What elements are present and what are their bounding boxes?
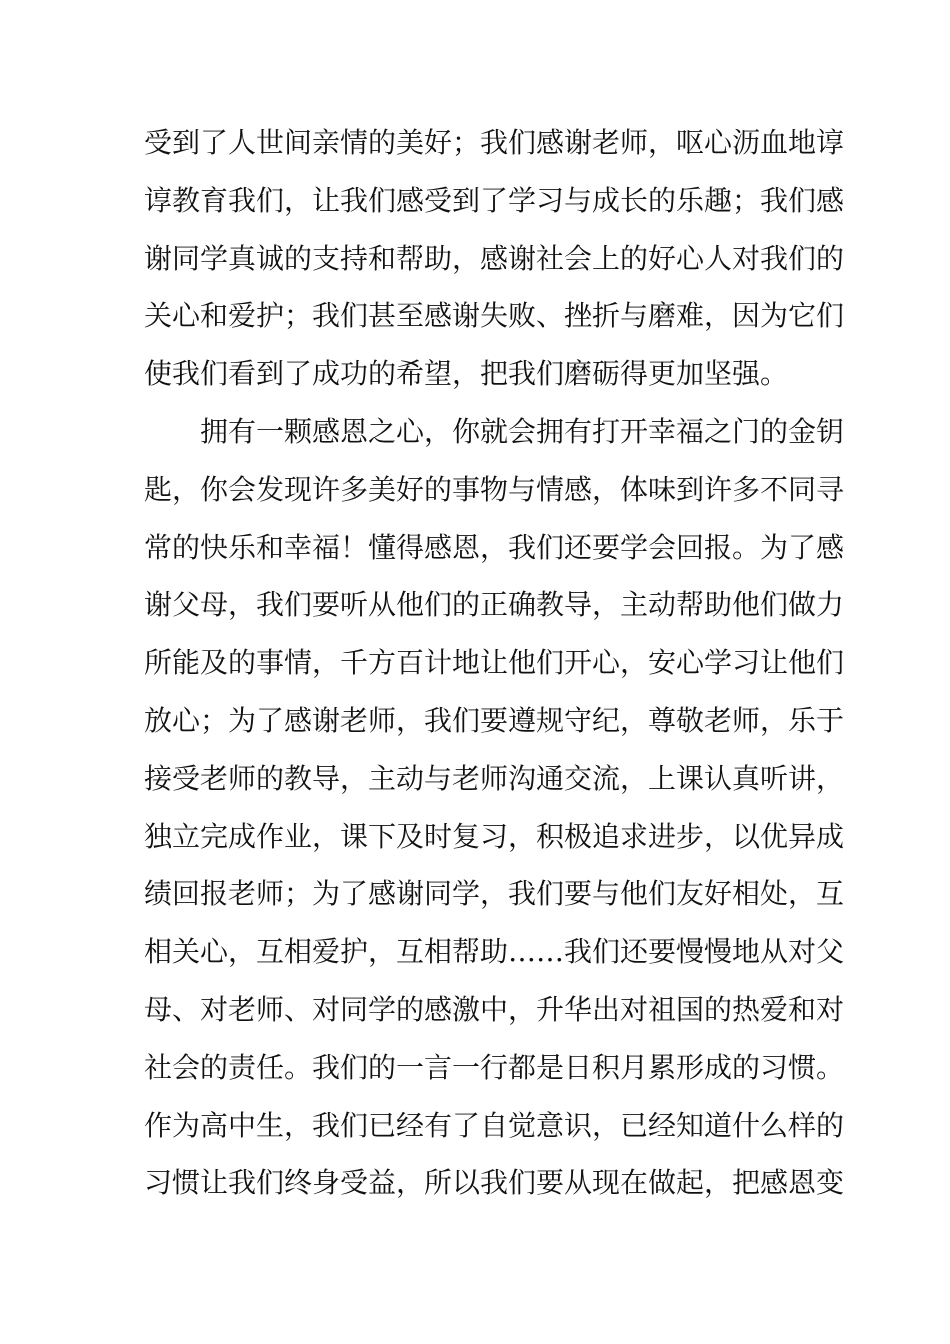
text-line: 拥有一颗感恩之心，你就会拥有打开幸福之门的金钥 [200,414,845,448]
text-line: 关心和爱护；我们甚至感谢失败、挫折与磨难，因为它们 [144,299,845,333]
text-line: 谆教育我们，让我们感受到了学习与成长的乐趣；我们感 [144,183,845,217]
text-line: 相关心，互相爱护，互相帮助……我们还要慢慢地从对父 [144,935,845,969]
text-line: 受到了人世间亲情的美好；我们感谢老师，呕心沥血地谆 [144,126,845,159]
text-line: 常的快乐和幸福！懂得感恩，我们还要学会回报。为了感 [144,530,845,564]
text-line: 接受老师的教导，主动与老师沟通交流，上课认真听讲， [144,761,845,795]
text-line: 谢同学真诚的支持和帮助，感谢社会上的好心人对我们的 [144,241,845,275]
text-line: 使我们看到了成功的希望，把我们磨砺得更加坚强。 [144,357,789,391]
body-text [144,114,845,1212]
text-line: 绩回报老师；为了感谢同学，我们要与他们友好相处，互 [144,877,845,911]
text-line: 谢父母，我们要听从他们的正确教导，主动帮助他们做力 [144,588,845,622]
text-line: 母、对老师、对同学的感激中，升华出对祖国的热爱和对 [144,992,845,1026]
text-line: 习惯让我们终身受益，所以我们要从现在做起，把感恩变 [144,1166,845,1200]
text-line: 作为高中生，我们已经有了自觉意识，已经知道什么样的 [144,1108,845,1142]
text-line: 匙，你会发现许多美好的事物与情感，体味到许多不同寻 [144,472,845,506]
text-line: 独立完成作业，课下及时复习，积极追求进步，以优异成 [144,819,845,853]
text-line: 放心；为了感谢老师，我们要遵规守纪，尊敬老师，乐于 [144,703,845,737]
text-line: 所能及的事情，千方百计地让他们开心，安心学习让他们 [144,646,845,680]
text-line: 社会的责任。我们的一言一行都是日积月累形成的习惯。 [144,1050,845,1084]
